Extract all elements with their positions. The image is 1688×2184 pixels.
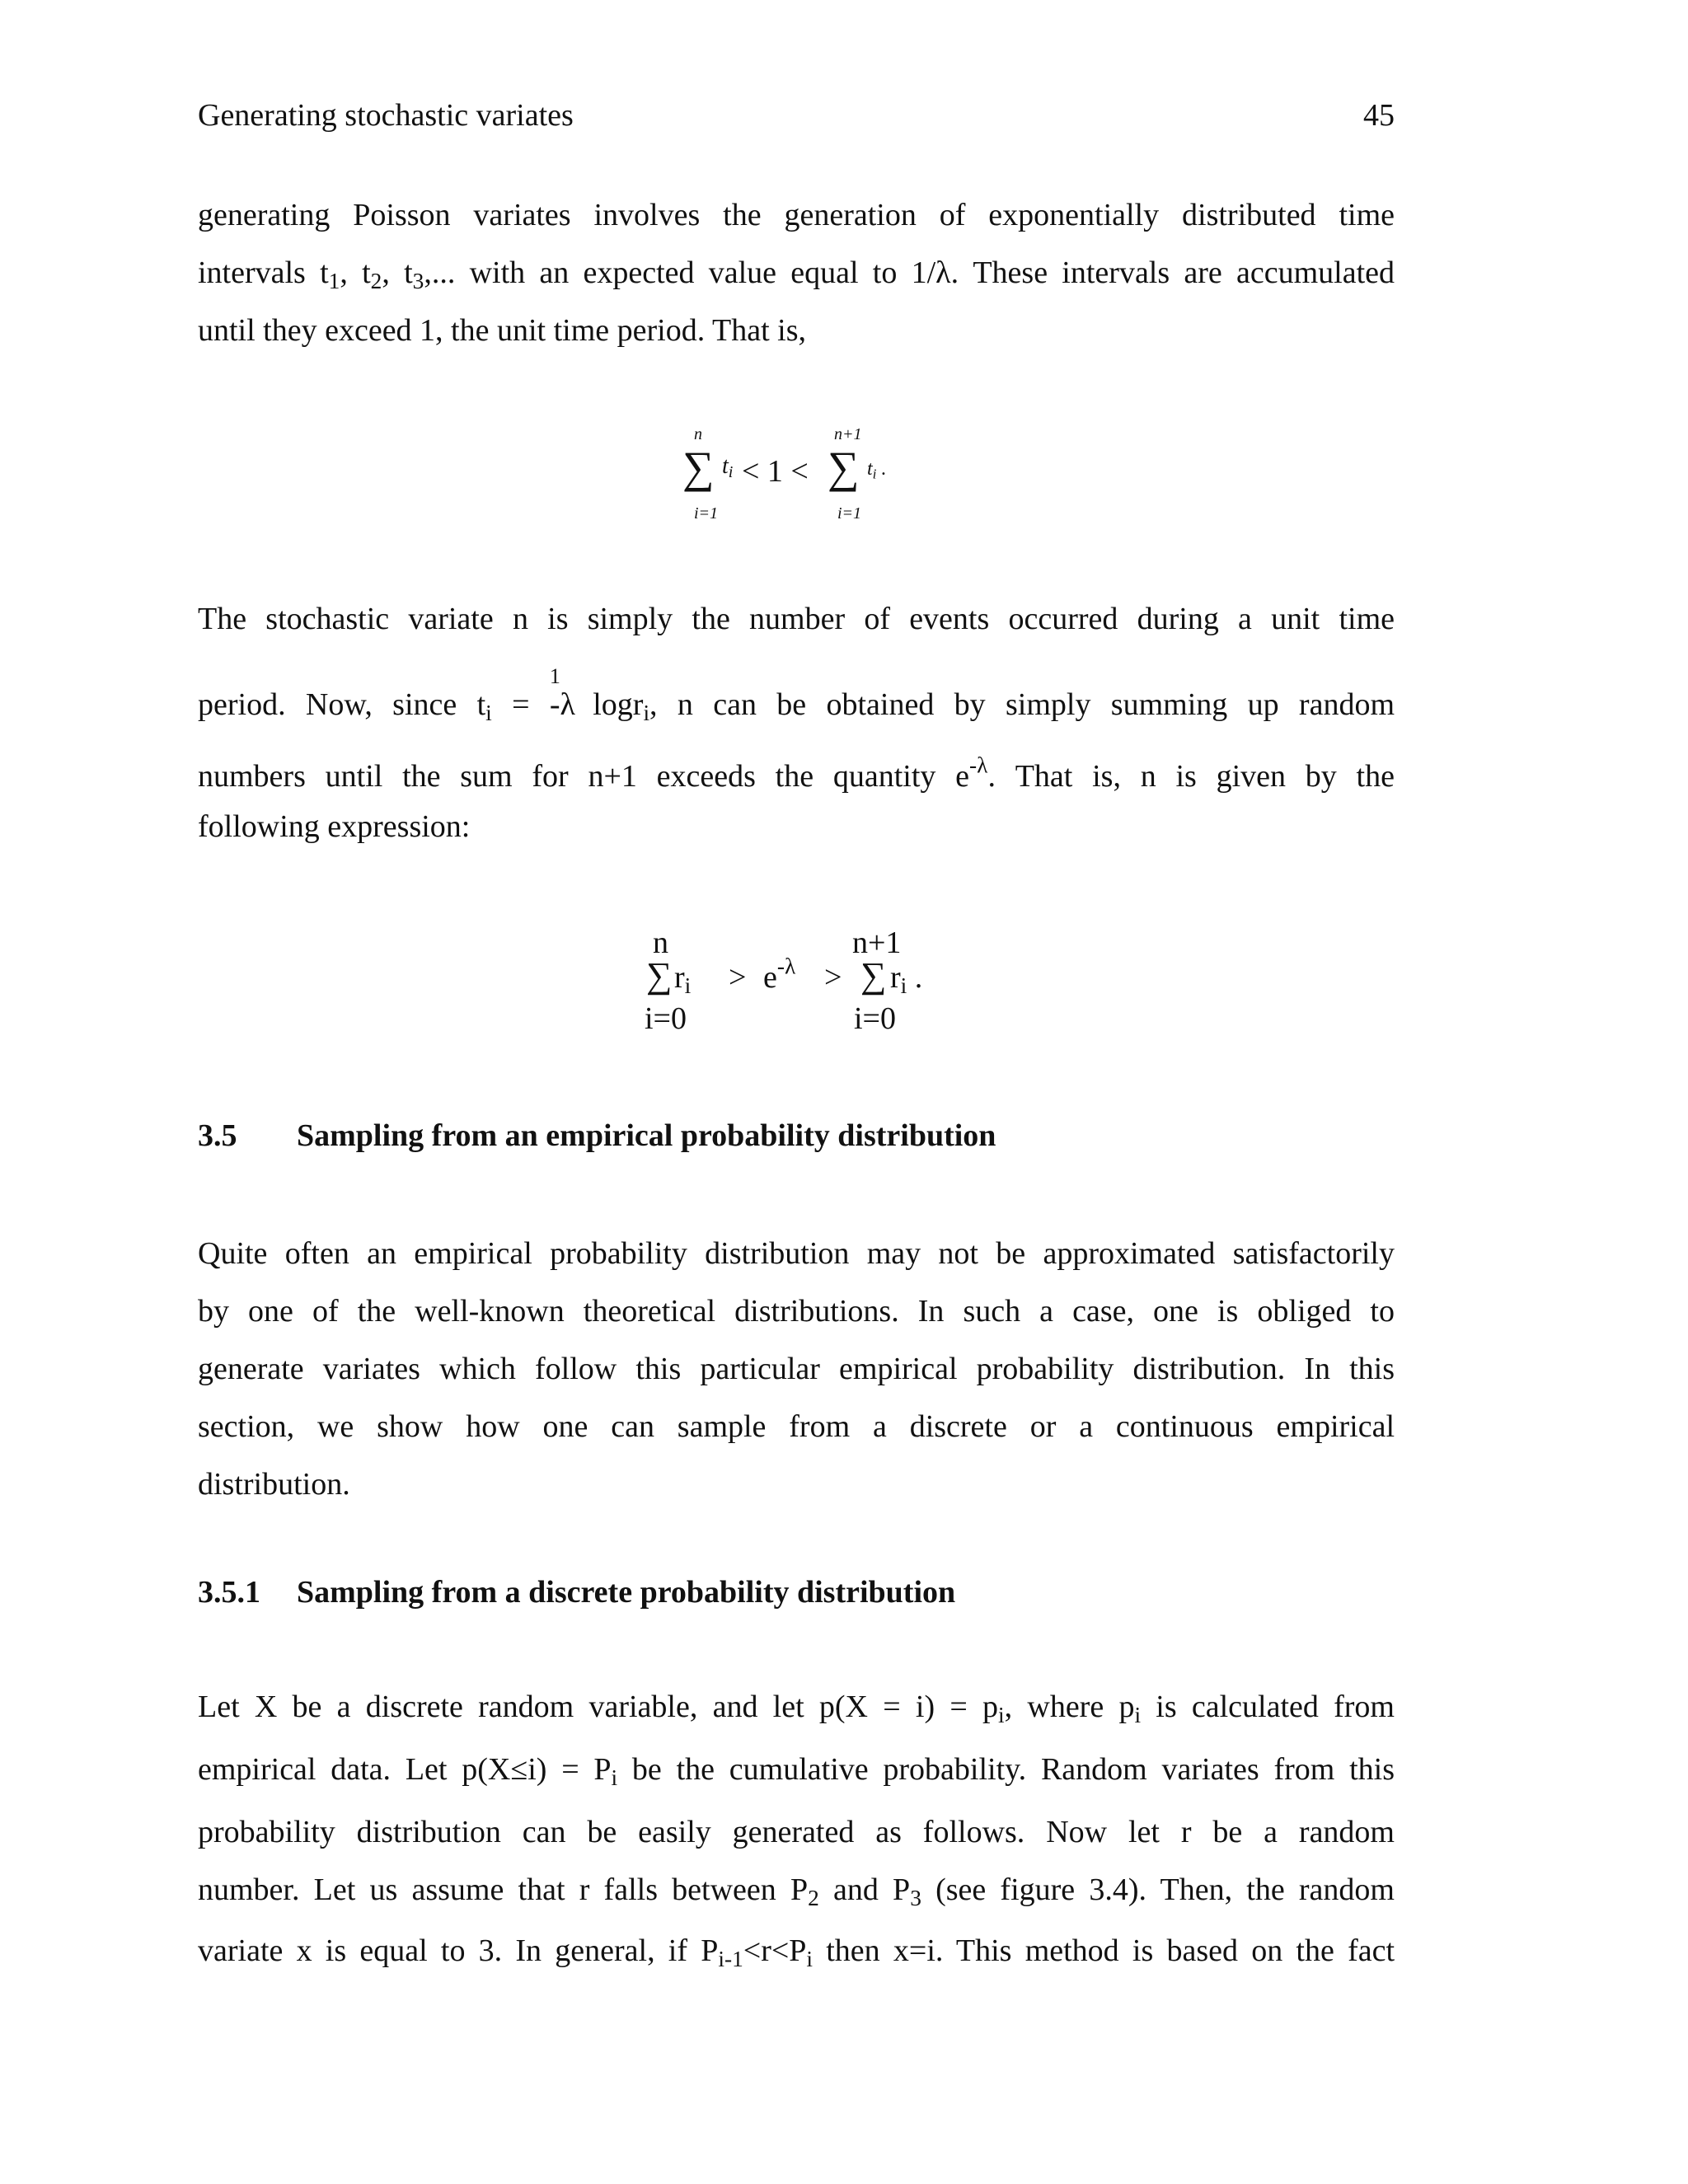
text-line: following expression:	[198, 809, 471, 844]
sigma-symbol: ∑	[646, 955, 673, 996]
text-line: period. Now, since $t_i$ = 1 -λ logr$_i$, n can be obtained by simply summing up random	[198, 659, 1395, 735]
text-line: The stochastic variate n is simply the number of events occurred during a unit time	[198, 602, 1395, 636]
section-heading-3-5: 3.5 Sampling from an empirical probability distribution	[198, 1118, 996, 1153]
sum1-upper-limit: n	[653, 926, 668, 960]
fraction: 1 -λ	[549, 664, 575, 722]
sum2-lower-limit: i=1	[837, 504, 862, 523]
equation-middle: < 1 <	[742, 454, 809, 489]
sum1-term: $t_i$	[722, 453, 734, 482]
paragraph-stochastic-variate	[198, 590, 1395, 855]
sum1-upper-limit: n	[694, 425, 702, 443]
greater-than: >	[824, 960, 842, 995]
paragraph-poisson-intro	[198, 186, 1395, 359]
text-line: section, we show how one can sample from a discrete or a continuous empirical	[198, 1409, 1395, 1444]
text-line: empirical data. Let $p(X\le i) = P_i$ be the cumulative probability. Random variates from this	[198, 1752, 1395, 1790]
sum2-upper-limit: n+1	[852, 926, 902, 960]
text-line: Let X be a discrete random variable, and let $p(X = i) = p_i$, where $p_i$ is calculated from	[198, 1690, 1395, 1727]
text-line: intervals $t_1$, $t_2$, $t_3$,... with an expected value equal to 1/λ. These intervals are accumulated	[198, 255, 1395, 293]
sum1-lower-limit: i=1	[694, 504, 719, 523]
text-line: generating Poisson variates involves the generation of exponentially distributed time	[198, 198, 1395, 232]
text-line: Quite often an empirical probability distribution may not be approximated satisfactorily	[198, 1236, 1395, 1271]
sum2-term: $r_i$ .	[890, 960, 923, 998]
paragraph-discrete-distribution	[198, 1678, 1395, 1980]
text-line: numbers until the sum for n+1 exceeds the quantity $e^{-\lambda}$. That is, n is given by the	[198, 752, 1395, 794]
sum1-lower-limit: i=0	[645, 1001, 687, 1036]
text-line: number. Let us assume that r falls between $P_2$ and $P_3$ (see figure 3.4). Then, the random	[198, 1872, 1395, 1910]
page-number: 45	[1363, 98, 1395, 133]
sum2-upper-limit: n+1	[834, 425, 862, 443]
sum2-term: $t_i$ .	[867, 458, 887, 482]
sum2-lower-limit: i=0	[854, 1001, 896, 1036]
sum1-term: $r_i$	[674, 960, 692, 998]
text-line: distribution.	[198, 1467, 350, 1502]
exponential-term: $e^{-\lambda}$	[763, 954, 796, 995]
text-line: until they exceed 1, the unit time period. That is,	[198, 313, 807, 348]
text-line: by one of the well-known theoretical distributions. In such a case, one is obliged to	[198, 1294, 1395, 1329]
greater-than: >	[729, 960, 747, 995]
section-heading-3-5-1: 3.5.1 Sampling from a discrete probability distribution	[198, 1575, 956, 1610]
sigma-symbol: ∑	[860, 955, 887, 996]
text-line: generate variates which follow this particular empirical probability distribution. In this	[198, 1352, 1395, 1386]
text-line: variate x is equal to 3. In general, if $P_{i-1}<r<P_i$ then x=i. This method is based on the fact	[198, 1933, 1395, 1971]
sigma-symbol: ∑	[828, 443, 860, 492]
sigma-symbol: ∑	[682, 443, 715, 492]
text-line: probability distribution can be easily generated as follows. Now let r be a random	[198, 1815, 1395, 1849]
paragraph-empirical-distribution	[198, 1225, 1395, 1513]
running-header-title: Generating stochastic variates	[198, 98, 574, 133]
